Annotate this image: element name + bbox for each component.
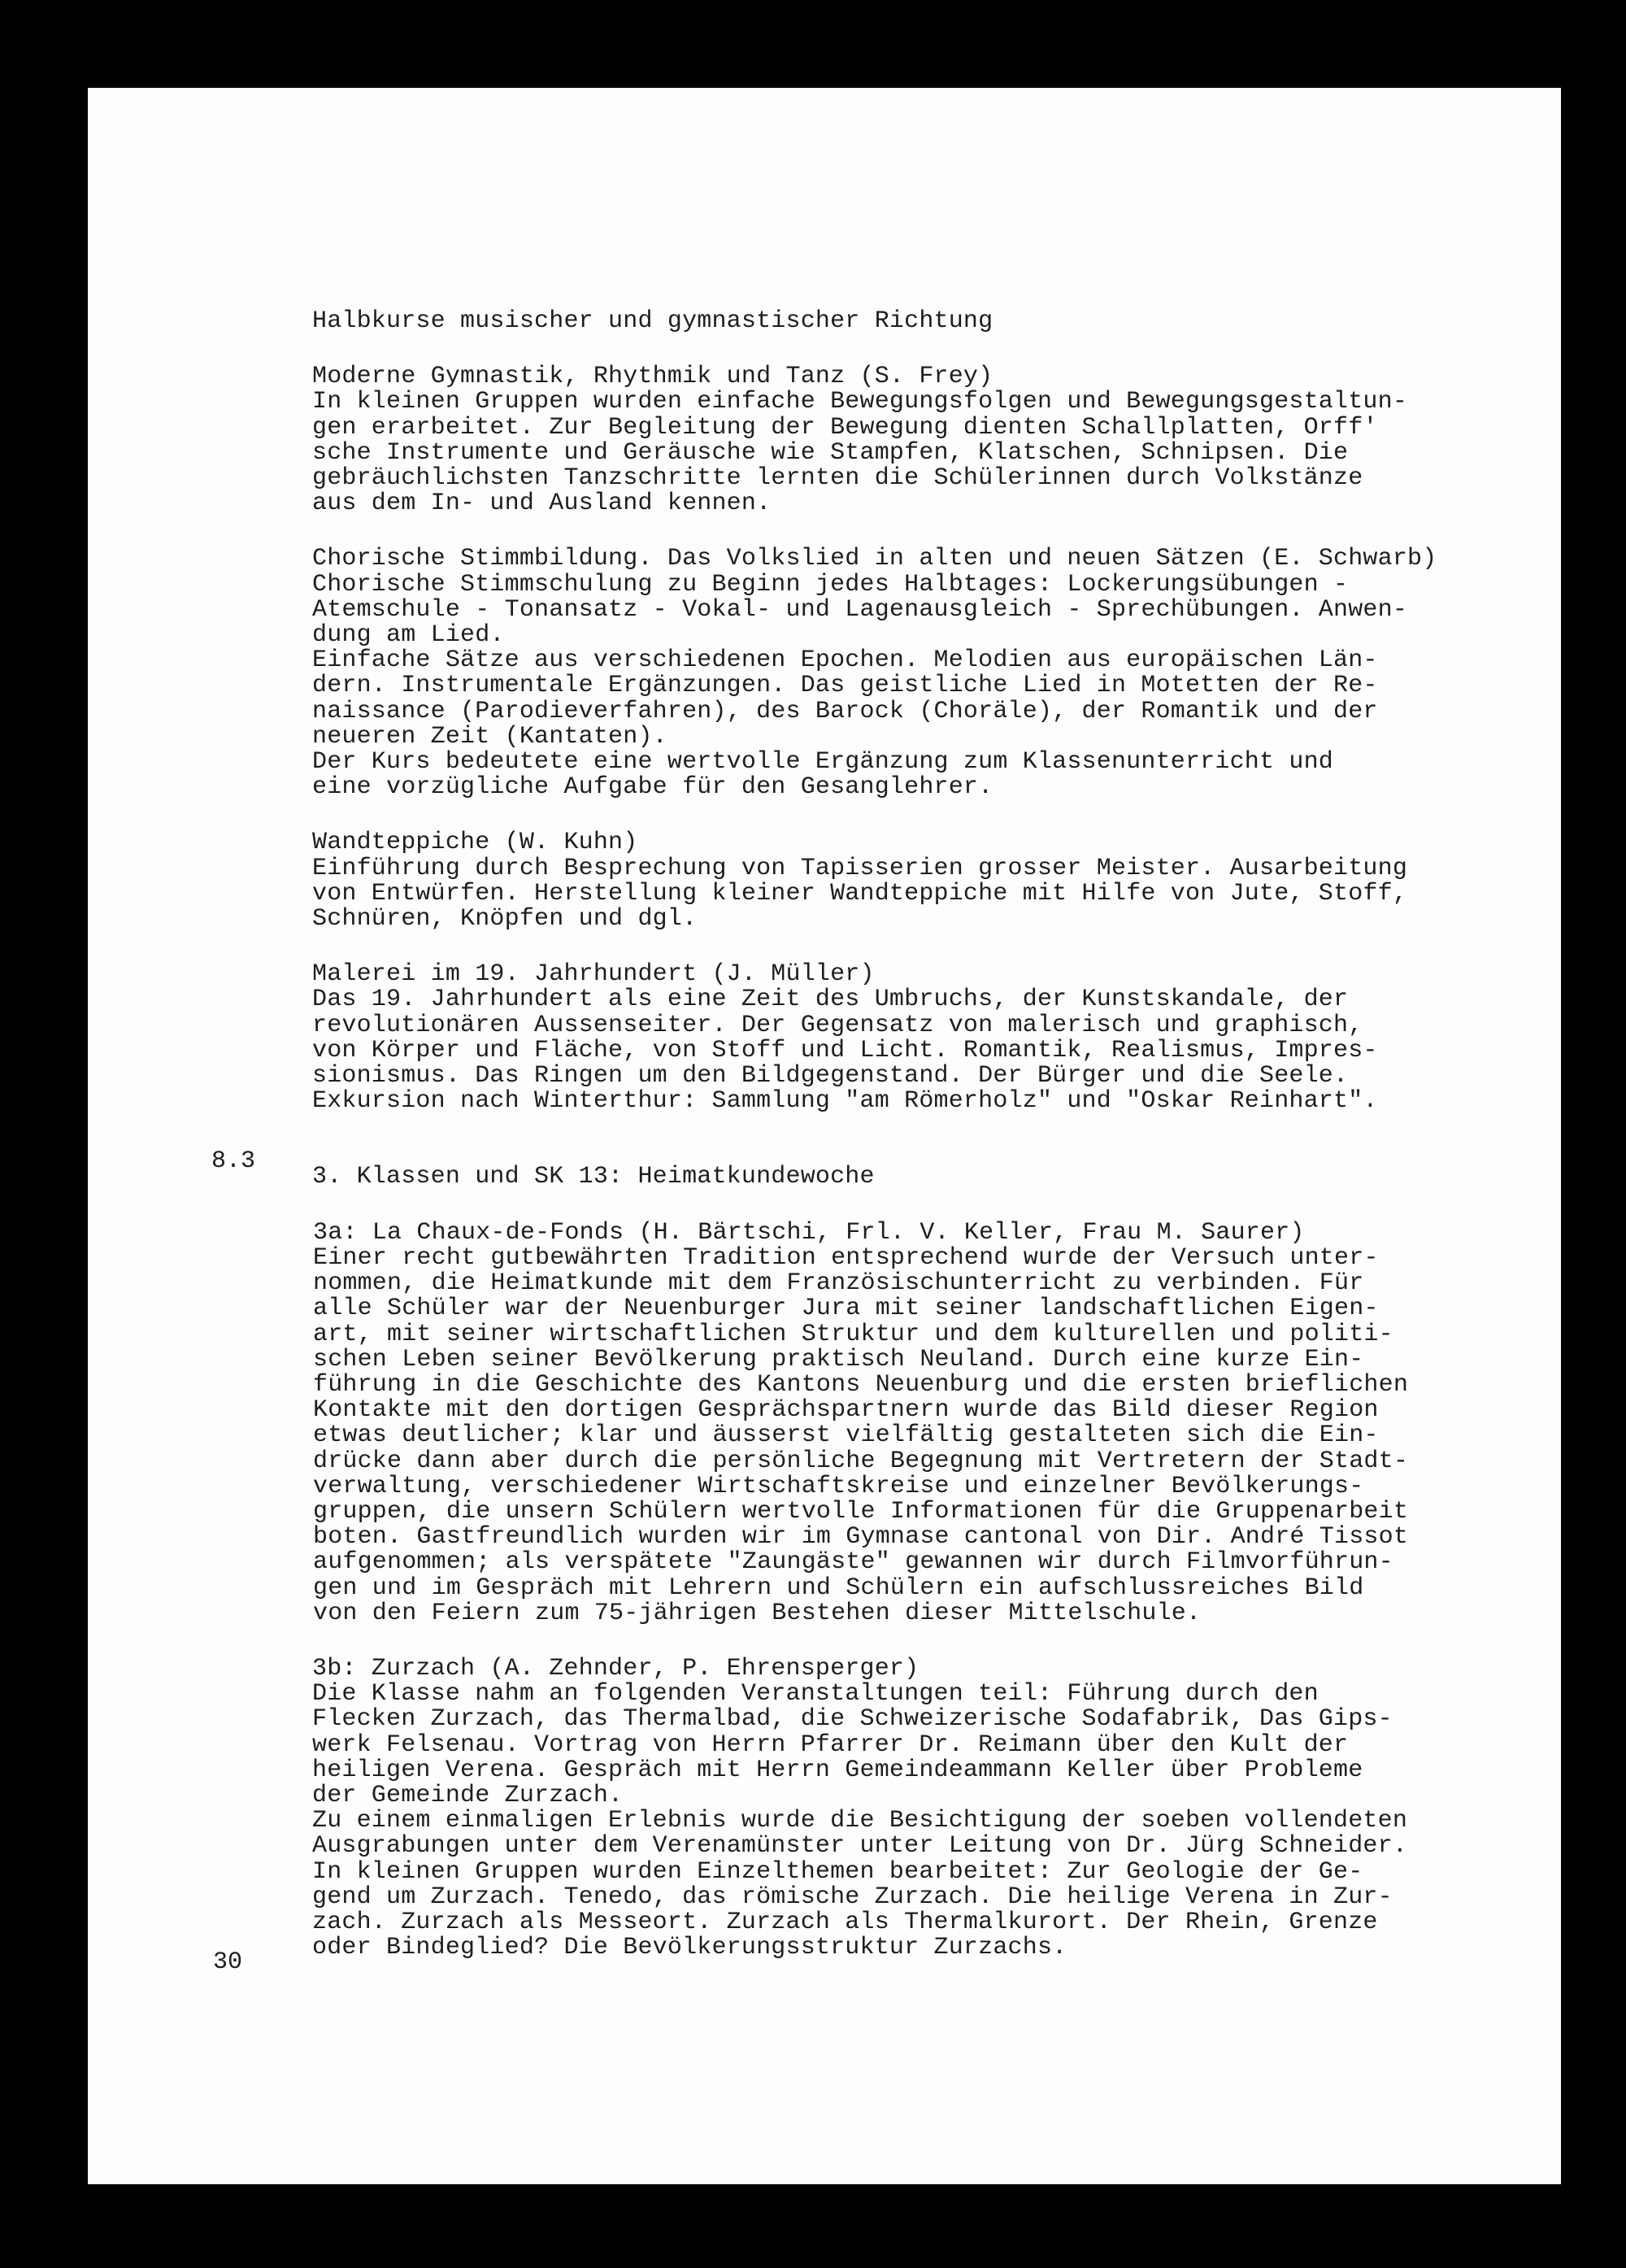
course-line: Das 19. Jahrhundert als eine Zeit des Umbruchs, der Kunstskandale, der: [312, 986, 1349, 1014]
report-line: Die Klasse nahm an folgenden Veranstaltungen teil: Führung durch den: [312, 1680, 1319, 1709]
class-3b-report: [312, 1656, 1499, 1961]
report-line: aufgenommen; als verspätete "Zaungäste" gewannen wir durch Filmvorführun-: [313, 1548, 1393, 1577]
report-line: drücke dann aber durch die persönliche Begegnung mit Vertretern der Stadt-: [313, 1447, 1409, 1475]
report-line: In kleinen Gruppen wurden Einzelthemen bearbeitet: Zur Geologie der Ge-: [312, 1857, 1363, 1886]
typed-text-body: [312, 309, 1499, 1961]
course-line: revolutionären Aussenseiter. Der Gegensatz von malerisch und graphisch,: [312, 1011, 1363, 1039]
course-title: Moderne Gymnastik, Rhythmik und Tanz (S. Frey): [312, 363, 993, 391]
course-gymnastik: [312, 364, 1499, 516]
course-line: aus dem In- und Ausland kennen.: [312, 490, 772, 518]
section-heading: Halbkurse musischer und gymnastischer Richtung: [312, 307, 993, 335]
course-line: gebräuchlichsten Tanzschritte lernten die Schülerinnen durch Volkstänze: [312, 464, 1363, 493]
course-line: In kleinen Gruppen wurden einfache Bewegungsfolgen und Bewegungsgestaltun-: [312, 388, 1408, 416]
class-3a-report: [312, 1218, 1499, 1627]
course-line: Einfache Sätze aus verschiedenen Epochen. Melodien aus europäischen Län-: [312, 646, 1378, 675]
course-line: dern. Instrumentale Ergänzungen. Das geistliche Lied in Motetten der Re-: [312, 672, 1378, 700]
course-line: Einführung durch Besprechung von Tapisserien grosser Meister. Ausarbeitung: [312, 854, 1408, 882]
course-line: eine vorzügliche Aufgabe für den Gesanglehrer.: [312, 773, 993, 802]
report-line: schen Leben seiner Bevölkerung praktisch Neuland. Durch eine kurze Ein-: [313, 1345, 1364, 1373]
course-line: von Körper und Fläche, von Stoff und Licht. Romantik, Realismus, Impres-: [312, 1036, 1378, 1064]
course-line: Atemschule - Tonansatz - Vokal- und Lagenausgleich - Sprechübungen. Anwen-: [312, 595, 1408, 624]
report-line: verwaltung, verschiedener Wirtschaftskreise und einzelner Bevölkerungs-: [313, 1472, 1364, 1500]
report-line: oder Bindeglied? Die Bevölkerungsstruktur Zurzachs.: [312, 1934, 1067, 1962]
report-line: alle Schüler war der Neuenburger Jura mit seiner landschaftlichen Eigen-: [313, 1295, 1379, 1323]
course-line: gen erarbeitet. Zur Begleitung der Bewegung dienten Schallplatten, Orff': [312, 413, 1378, 442]
course-line: sche Instrumente und Geräusche wie Stampfen, Klatschen, Schnipsen. Die: [312, 438, 1349, 467]
report-line: werk Felsenau. Vortrag von Herrn Pfarrer Dr. Reimann über den Kult der: [312, 1730, 1349, 1759]
report-line: führung in die Geschichte des Kantons Neuenburg und die ersten brieflichen: [313, 1370, 1409, 1399]
course-wandteppiche: [312, 830, 1499, 932]
report-line: boten. Gastfreundlich wurden wir im Gymnase cantonal von Dir. André Tissot: [313, 1523, 1409, 1552]
report-line: der Gemeinde Zurzach.: [312, 1781, 624, 1809]
report-line: etwas deutlicher; klar und äusserst vielfältig gestalteten sich die Ein-: [313, 1421, 1379, 1450]
course-line: Exkursion nach Winterthur: Sammlung "am Römerholz" und "Oskar Reinhart".: [312, 1087, 1378, 1116]
section-8-3-heading: 3. Klassen und SK 13: Heimatkundewoche: [312, 1163, 875, 1191]
course-title: Chorische Stimmbildung. Das Volkslied in alten und neuen Sätzen (E. Schwarb): [312, 545, 1437, 573]
report-line: Flecken Zurzach, das Thermalbad, die Schweizerische Sodafabrik, Das Gips-: [312, 1705, 1393, 1734]
report-line: Kontakte mit den dortigen Gesprächspartnern wurde das Bild dieser Region: [313, 1396, 1379, 1425]
course-line: naissance (Parodieverfahren), des Barock (Choräle), der Romantik und der: [312, 697, 1378, 725]
course-title: Wandteppiche (W. Kuhn): [312, 829, 638, 857]
course-line: neueren Zeit (Kantaten).: [312, 722, 667, 751]
course-line: Der Kurs bedeutete eine wertvolle Ergänzung zum Klassenunterricht und: [312, 748, 1334, 777]
report-line: Zu einem einmaligen Erlebnis wurde die Besichtigung der soeben vollendeten: [312, 1807, 1408, 1835]
report-line: heiligen Verena. Gespräch mit Herrn Gemeindeammann Keller über Probleme: [312, 1756, 1363, 1784]
report-line: Ausgrabungen unter dem Verenamünster unter Leitung von Dr. Jürg Schneider.: [312, 1832, 1408, 1861]
class-3a-title: 3a: La Chaux-de-Fonds (H. Bärtschi, Frl. V. Keller, Frau M. Saurer): [313, 1218, 1305, 1247]
report-line: nommen, die Heimatkunde mit dem Französischunterricht zu verbinden. Für: [313, 1269, 1364, 1298]
class-3b-title: 3b: Zurzach (A. Zehnder, P. Ehrensperger): [312, 1654, 920, 1682]
report-line: von den Feiern zum 75-jährigen Bestehen dieser Mittelschule.: [313, 1599, 1202, 1627]
section-8-3-heading-block: [312, 1164, 1499, 1190]
report-line: gend um Zurzach. Tenedo, das römische Zurzach. Die heilige Verena in Zur-: [312, 1883, 1393, 1911]
section-number: 8.3: [211, 1147, 256, 1175]
report-line: Einer recht gutbewährten Tradition entsprechend wurde der Versuch unter-: [313, 1243, 1379, 1272]
section-heading-block: [312, 309, 1499, 334]
course-title: Malerei im 19. Jahrhundert (J. Müller): [312, 960, 875, 989]
report-line: gruppen, die unsern Schülern wertvolle Informationen für die Gruppenarbeit: [313, 1497, 1409, 1526]
page-number: 30: [213, 1948, 243, 1976]
report-line: zach. Zurzach als Messeort. Zurzach als Thermalkurort. Der Rhein, Grenze: [312, 1908, 1378, 1936]
course-line: dung am Lied.: [312, 621, 505, 650]
course-line: Schnüren, Knöpfen und dgl.: [312, 905, 698, 934]
course-line: Chorische Stimmschulung zu Beginn jedes Halbtages: Lockerungsübungen -: [312, 570, 1349, 599]
course-malerei: [312, 962, 1499, 1114]
course-line: sionismus. Das Ringen um den Bildgegenstand. Der Bürger und die Seele.: [312, 1062, 1349, 1090]
report-line: art, mit seiner wirtschaftlichen Struktur und dem kulturellen und politi-: [313, 1320, 1393, 1348]
report-line: gen und im Gespräch mit Lehrern und Schülern ein aufschlussreiches Bild: [313, 1574, 1364, 1602]
course-line: von Entwürfen. Herstellung kleiner Wandteppiche mit Hilfe von Jute, Stoff,: [312, 879, 1408, 908]
course-stimmbildung: [312, 546, 1499, 800]
